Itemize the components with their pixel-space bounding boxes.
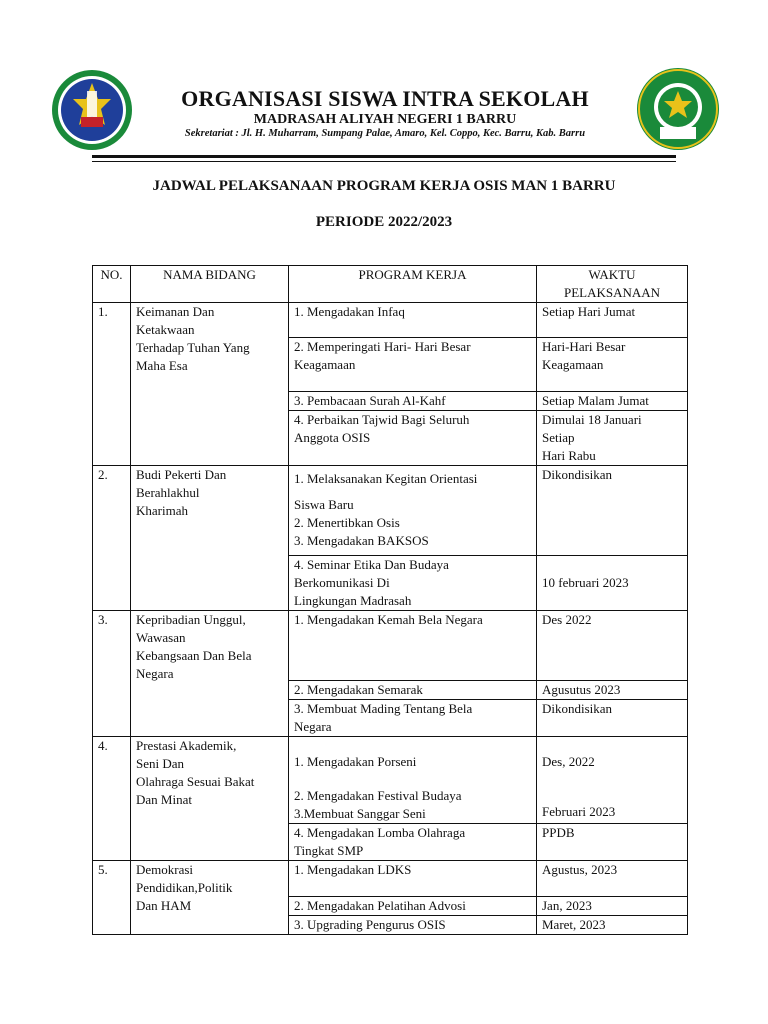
waktu-line: 10 februari 2023 xyxy=(542,575,629,590)
school-logo xyxy=(51,69,133,151)
waktu-line: Februari 2023 xyxy=(542,804,616,819)
waktu-cell xyxy=(537,897,688,916)
program-line: 3. Upgrading Pengurus OSIS xyxy=(294,917,446,932)
section-number: 1. xyxy=(93,303,131,466)
section-bidang xyxy=(131,861,289,935)
header-waktu-line-1: WAKTU xyxy=(588,267,636,282)
section-bidang xyxy=(131,303,289,466)
bidang-line: Wawasan xyxy=(136,630,186,645)
waktu-line: Keagamaan xyxy=(542,357,604,372)
bidang-line: Budi Pekerti Dan xyxy=(136,467,227,482)
waktu-cell xyxy=(537,737,688,824)
bidang-line: Demokrasi xyxy=(136,862,194,877)
organization-title: ORGANISASI SISWA INTRA SEKOLAH xyxy=(181,86,589,111)
program-line: Negara xyxy=(294,719,332,734)
bidang-line: Pendidikan,Politik xyxy=(136,880,233,895)
header-waktu xyxy=(537,266,688,303)
waktu-line: Dikondisikan xyxy=(542,701,613,716)
program-line: 2. Menertibkan Osis xyxy=(294,515,400,530)
section-bidang xyxy=(131,466,289,611)
program-cell xyxy=(289,897,537,916)
waktu-line: Setiap xyxy=(542,430,575,445)
osis-logo xyxy=(636,67,720,151)
waktu-line: Dimulai 18 Januari xyxy=(542,412,642,427)
program-line: Tingkat SMP xyxy=(294,843,364,858)
waktu-line: Des, 2022 xyxy=(542,754,595,769)
waktu-cell xyxy=(537,700,688,737)
bidang-line: Berahlakhul xyxy=(136,485,200,500)
program-cell xyxy=(289,466,537,556)
school-name: MADRASAH ALIYAH NEGERI 1 BARRU xyxy=(253,112,517,127)
waktu-line: Jan, 2023 xyxy=(542,898,592,913)
program-line: Siswa Baru xyxy=(294,497,354,512)
program-line: 1. Melaksanakan Kegitan Orientasi xyxy=(294,471,478,486)
table-row xyxy=(93,303,688,338)
program-line: 4. Perbaikan Tajwid Bagi Seluruh xyxy=(294,412,470,427)
table-header-row xyxy=(93,266,688,303)
waktu-line: Setiap Hari Jumat xyxy=(542,304,636,319)
waktu-line: Agustus, 2023 xyxy=(542,862,618,877)
bidang-line: Dan Minat xyxy=(136,792,192,807)
program-line: Anggota OSIS xyxy=(294,430,371,445)
program-cell xyxy=(289,556,537,611)
waktu-cell xyxy=(537,338,688,392)
header-program: PROGRAM KERJA xyxy=(289,266,537,303)
table-row xyxy=(93,737,688,824)
section-number: 4. xyxy=(93,737,131,861)
waktu-line: Dikondisikan xyxy=(542,467,613,482)
header-bidang: NAMA BIDANG xyxy=(131,266,289,303)
waktu-cell xyxy=(537,556,688,611)
program-cell xyxy=(289,411,537,466)
program-line: 1. Mengadakan Kemah Bela Negara xyxy=(294,612,483,627)
bidang-line: Keimanan Dan xyxy=(136,304,215,319)
program-line: 2. Mengadakan Pelatihan Advosi xyxy=(294,898,466,913)
waktu-line: Hari-Hari Besar xyxy=(542,339,626,354)
waktu-cell xyxy=(537,411,688,466)
section-number: 3. xyxy=(93,611,131,737)
waktu-cell xyxy=(537,303,688,338)
waktu-line xyxy=(542,787,682,803)
bidang-line: Ketakwaan xyxy=(136,322,195,337)
program-line: Lingkungan Madrasah xyxy=(294,593,412,608)
table-row xyxy=(93,861,688,897)
bidang-line: Negara xyxy=(136,666,174,681)
program-cell xyxy=(289,392,537,411)
document-period: PERIODE 2022/2023 xyxy=(315,214,453,230)
program-cell xyxy=(289,861,537,897)
waktu-cell xyxy=(537,392,688,411)
waktu-line: Hari Rabu xyxy=(542,448,596,463)
section-number: 2. xyxy=(93,466,131,611)
program-cell xyxy=(289,700,537,737)
program-schedule-table xyxy=(92,265,688,935)
program-line: 4. Mengadakan Lomba Olahraga xyxy=(294,825,466,840)
program-line: 3. Mengadakan BAKSOS xyxy=(294,533,429,548)
bidang-line: Kepribadian Unggul, xyxy=(136,612,246,627)
program-cell xyxy=(289,824,537,861)
bidang-line: Maha Esa xyxy=(136,358,188,373)
program-line: 1. Mengadakan Infaq xyxy=(294,304,405,319)
bidang-line: Dan HAM xyxy=(136,898,192,913)
letterhead-rule-thick xyxy=(92,155,676,158)
document-title: JADWAL PELAKSANAAN PROGRAM KERJA OSIS MAN 1 BARRU xyxy=(152,178,616,194)
program-cell xyxy=(289,681,537,700)
program-line: 1. Mengadakan Porseni xyxy=(294,754,417,769)
program-cell xyxy=(289,611,537,681)
waktu-line: Setiap Malam Jumat xyxy=(542,393,649,408)
bidang-line: Kharimah xyxy=(136,503,188,518)
program-line: 4. Seminar Etika Dan Budaya xyxy=(294,557,449,572)
waktu-line: PPDB xyxy=(542,825,575,840)
bidang-line: Terhadap Tuhan Yang xyxy=(136,340,250,355)
program-line: Berkomunikasi Di xyxy=(294,575,390,590)
secretariat-address: Sekretariat : Jl. H. Muharram, Sumpang Palae, Amaro, Kel. Coppo, Kec. Barru, Kab. Barru xyxy=(184,128,586,139)
section-number: 5. xyxy=(93,861,131,935)
table-row xyxy=(93,466,688,556)
program-cell xyxy=(289,303,537,338)
program-line: 2. Memperingati Hari- Hari Besar xyxy=(294,339,471,354)
waktu-line xyxy=(542,771,682,787)
program-line: 3.Membuat Sanggar Seni xyxy=(294,806,426,821)
header-waktu-line-2: PELAKSANAAN xyxy=(563,285,661,300)
program-line: 2. Mengadakan Festival Budaya xyxy=(294,788,462,803)
letterhead-rule-thin xyxy=(92,161,676,162)
bidang-line: Olahraga Sesuai Bakat xyxy=(136,774,255,789)
program-line: 1. Mengadakan LDKS xyxy=(294,862,412,877)
program-cell xyxy=(289,338,537,392)
waktu-cell xyxy=(537,681,688,700)
waktu-line: Agusutus 2023 xyxy=(542,682,621,697)
waktu-line: Maret, 2023 xyxy=(542,917,606,932)
program-line: 3. Membuat Mading Tentang Bela xyxy=(294,701,473,716)
waktu-cell xyxy=(537,611,688,681)
waktu-cell xyxy=(537,466,688,556)
table-row xyxy=(93,611,688,681)
bidang-line: Seni Dan xyxy=(136,756,185,771)
waktu-cell xyxy=(537,824,688,861)
section-bidang xyxy=(131,611,289,737)
header-no: NO. xyxy=(93,266,131,303)
program-cell xyxy=(289,737,537,824)
bidang-line: Kebangsaan Dan Bela xyxy=(136,648,252,663)
program-line: Keagamaan xyxy=(294,357,356,372)
program-line: 2. Mengadakan Semarak xyxy=(294,682,423,697)
program-line: 3. Pembacaan Surah Al-Kahf xyxy=(294,393,446,408)
bidang-line: Prestasi Akademik, xyxy=(136,738,237,753)
waktu-cell xyxy=(537,861,688,897)
waktu-line: Des 2022 xyxy=(542,612,592,627)
program-line xyxy=(294,771,531,787)
waktu-cell xyxy=(537,916,688,935)
program-cell xyxy=(289,916,537,935)
section-bidang xyxy=(131,737,289,861)
